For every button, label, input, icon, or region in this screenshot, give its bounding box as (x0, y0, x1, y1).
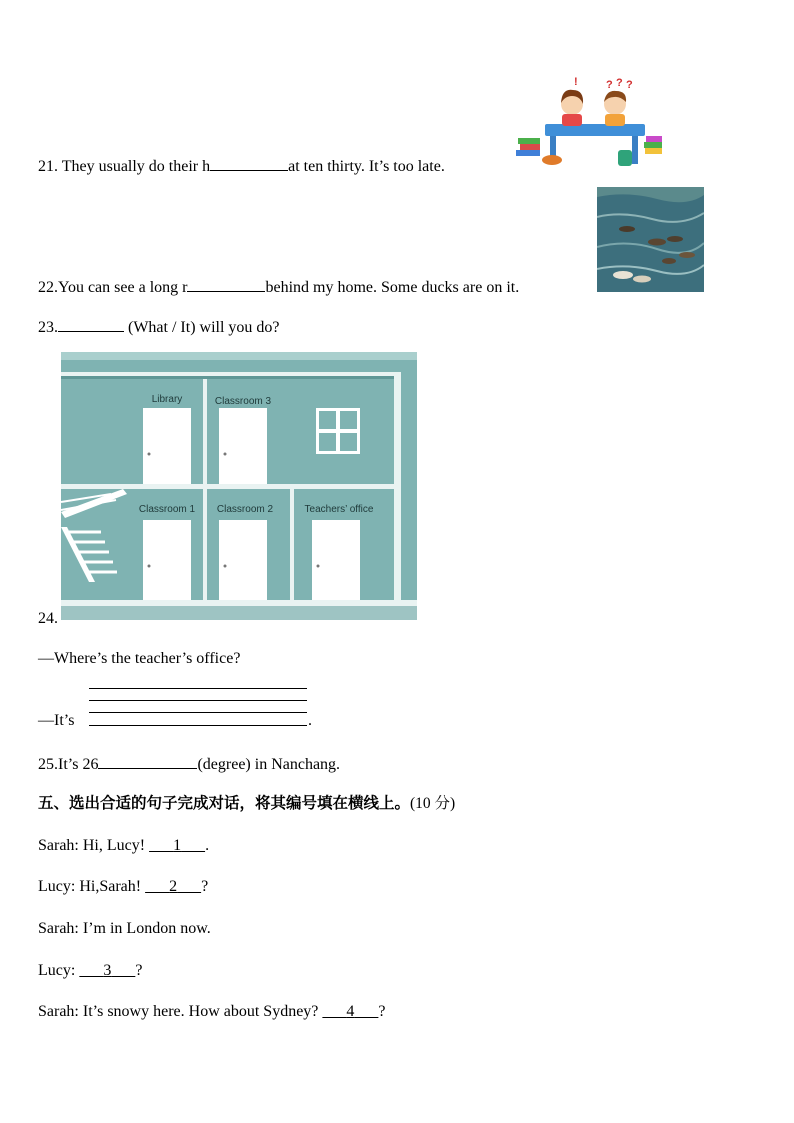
q24-answer-prefix: —It’s (38, 712, 75, 729)
svg-text:?: ? (626, 79, 633, 91)
q24-answer-line-3 (89, 712, 307, 713)
q21-number: 21 (38, 158, 54, 175)
question-22 (38, 276, 519, 298)
q25-text-after: (degree) in Nanchang. (197, 756, 341, 773)
dialog-speaker: Lucy: (38, 962, 80, 979)
river-ducks-image (597, 187, 704, 292)
q23-text-after: (What / It) will you do? (124, 319, 280, 336)
q25-answer-blank[interactable] (98, 753, 197, 769)
room-label-library: Library (151, 394, 183, 405)
q23-answer-blank[interactable] (58, 316, 124, 332)
dialog-punct: ? (378, 1003, 386, 1020)
question-25 (38, 753, 340, 775)
dialog-answer-blank-2[interactable]: 2 (169, 878, 178, 895)
q24-answer-suffix: . (308, 712, 312, 729)
room-label-classroom-2: Classroom 2 (216, 504, 274, 515)
svg-text:?: ? (616, 77, 623, 89)
kids-studying-image (510, 76, 665, 172)
q22-text-after: behind my home. Some ducks are on it. (265, 279, 520, 296)
dialog-text: Hi,Sarah! (79, 878, 146, 895)
question-24-number: 24. (38, 610, 58, 627)
dialog-speaker: Sarah: (38, 837, 83, 854)
dialog-answer-blank-4[interactable]: 4 (346, 1003, 355, 1020)
dialog-line-3 (38, 919, 211, 939)
dialog-speaker: Lucy: (38, 878, 80, 895)
dialog-punct: . (205, 837, 210, 854)
svg-text:?: ? (606, 79, 613, 91)
dialog-speaker: Sarah: (38, 920, 83, 937)
dialog-answer-blank-1[interactable]: 1 (173, 837, 182, 854)
dialog-punct: ? (201, 878, 209, 895)
dialog-line-4 (38, 961, 142, 981)
dialog-text: It’s snowy here. How about Sydney? (82, 1003, 323, 1020)
dialog-line-1 (38, 836, 209, 856)
svg-text:!: ! (574, 76, 578, 88)
school-floor-plan-image (61, 352, 417, 620)
q21-answer-blank[interactable] (210, 155, 288, 171)
q22-number: 22. (38, 279, 58, 296)
room-label-classroom-1: Classroom 1 (138, 504, 196, 515)
q24-answer-line-2 (89, 700, 307, 701)
q22-text-before: You can see a long r (58, 279, 188, 296)
q25-number: 25. (38, 756, 58, 773)
dialog-text: Hi, Lucy! (82, 837, 150, 854)
dialog-answer-blank-3[interactable]: 3 (103, 962, 112, 979)
section-5-heading (38, 793, 455, 814)
dialog-line-5 (38, 1002, 386, 1022)
q22-answer-blank[interactable] (187, 276, 265, 292)
dialog-text: I’m in London now. (82, 920, 211, 937)
section-5-score: (10 分) (410, 795, 456, 812)
q25-text-before: It’s 26 (58, 756, 99, 773)
q24-answer (38, 711, 74, 731)
room-label-classroom-3: Classroom 3 (214, 396, 272, 407)
dialog-punct: ? (135, 962, 143, 979)
q23-number: 23. (38, 319, 58, 336)
room-label-teachers-office: Teachers’ office (304, 504, 374, 515)
q24-answer-blank[interactable] (89, 725, 307, 726)
q21-text-before: . They usually do their h (54, 158, 211, 175)
section-5-title: 五、选出合适的句子完成对话，将其编号填在横线上。 (38, 794, 411, 812)
dialog-line-2 (38, 877, 208, 897)
q21-text-after: at ten thirty. It’s too late. (288, 158, 445, 175)
q24-question: —Where’s the teacher’s office? (38, 650, 241, 667)
question-21 (38, 155, 445, 177)
dialog-speaker: Sarah: (38, 1003, 83, 1020)
question-23 (38, 316, 280, 338)
q24-answer-line-1 (89, 688, 307, 689)
